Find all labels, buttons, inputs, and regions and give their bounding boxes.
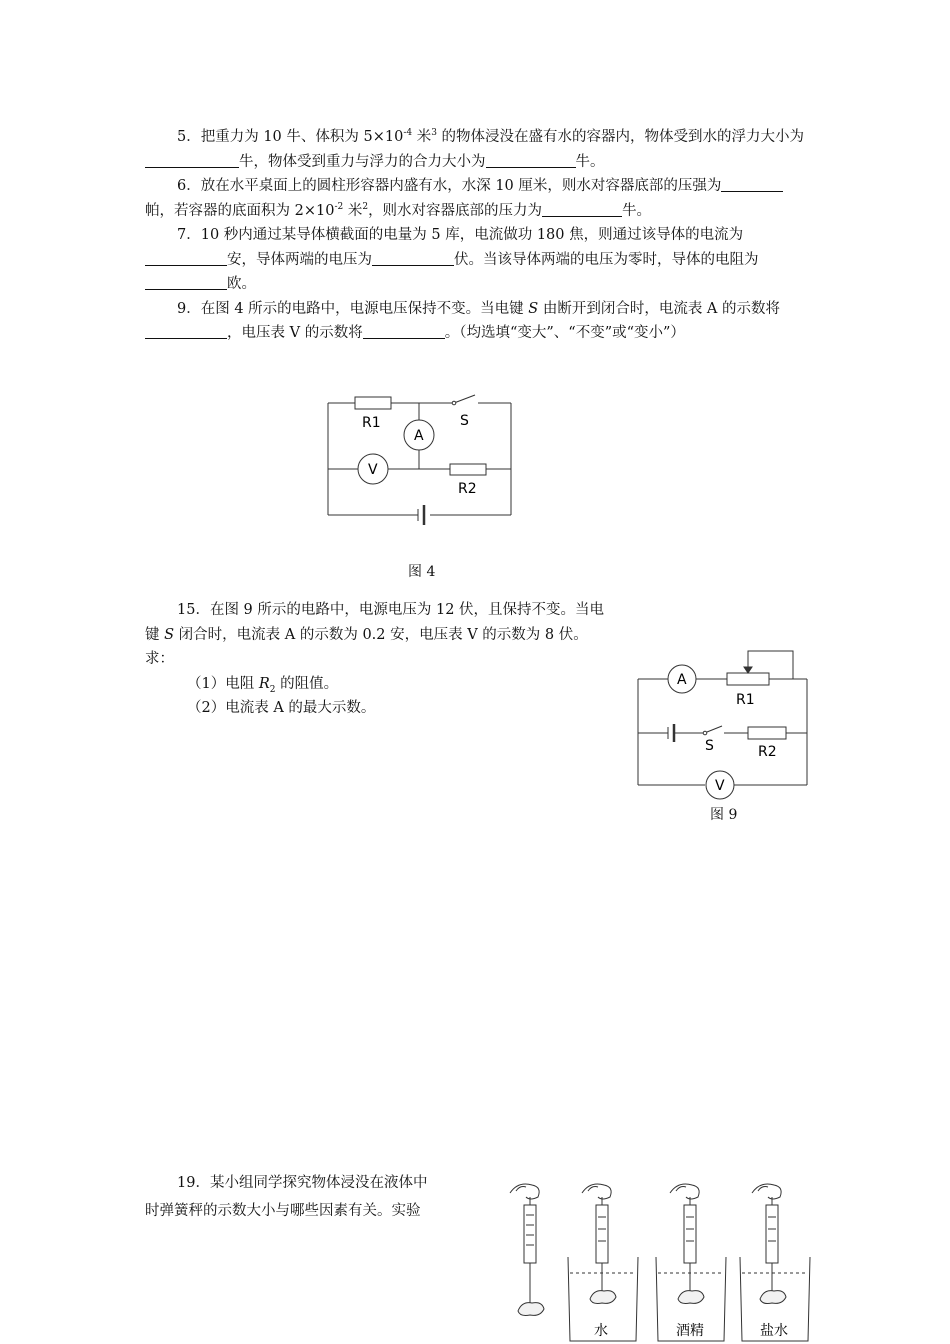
object-2 xyxy=(590,1291,616,1304)
hand-icon xyxy=(752,1184,781,1199)
resistor-r2 xyxy=(450,464,486,475)
question-15: 15．在图 9 所示的电路中，电源电压为 12 伏，且保持不变。当电键 S 闭合时，电流表 A 的示数为 0.2 安，电压表 V 的示数为 8 伏。求： （1）电阻 $R_2$ 的阻值。 （2）电流表 A 的最大示数。 xyxy=(145,598,615,721)
label-s: S xyxy=(705,738,714,754)
answer-blank[interactable] xyxy=(721,177,783,192)
spring-balance-3 xyxy=(684,1205,696,1263)
figure-19-experiment xyxy=(490,1175,820,1344)
question-19: 19．某小组同学探究物体浸没在液体中 时弹簧秤的示数大小与哪些因素有关。实验 xyxy=(145,1175,428,1219)
label-a: A xyxy=(414,428,424,444)
label-v: V xyxy=(368,462,378,478)
label-r1: R1 xyxy=(736,692,755,708)
question-7: 7．10 秒内通过某导体横截面的电量为 5 库，电流做功 180 焦，则通过该导体的电流为安，导体两端的电压为 伏。当该导体两端的电压为零时，导体的电阻为欧。 xyxy=(145,223,807,297)
label-v: V xyxy=(715,778,725,794)
label-r2: R2 xyxy=(758,744,777,760)
question-15-item-1: （1）电阻 $R_2$ 的阻值。 xyxy=(187,675,339,695)
answer-blank[interactable] xyxy=(145,251,227,266)
question-5: 5．把重力为 10 牛、体积为 $5\times 10^{-4}$ 米$^3$ 的物体浸没在盛有水的容器内，物体受到水的浮力大小为牛，物体受到重力与浮力的合力大小为 牛。 xyxy=(145,125,807,174)
spring-balance-4 xyxy=(766,1205,778,1263)
spring-balance-2 xyxy=(596,1205,608,1263)
answer-blank[interactable] xyxy=(145,324,227,339)
question-6: 6．放在水平桌面上的圆柱形容器内盛有水，水深 10 厘米，则水对容器底部的压强为帕，若容器的底面积为 $2\times 10^{-2}$ 米$^2$，则水对容器底部的压力为 牛。 xyxy=(145,174,807,223)
label-a: A xyxy=(677,672,687,688)
answer-blank[interactable] xyxy=(363,324,445,339)
answer-blank[interactable] xyxy=(486,153,576,168)
label-alcohol: 酒精 xyxy=(676,1323,704,1339)
resistor-r2 xyxy=(748,727,786,739)
label-s: S xyxy=(460,413,469,429)
spring-balance-1 xyxy=(524,1205,536,1263)
object-1 xyxy=(518,1303,544,1316)
figure-9-circuit xyxy=(630,645,815,800)
hand-icon xyxy=(582,1184,611,1199)
resistor-r1 xyxy=(355,397,391,409)
figure-4-circuit xyxy=(320,385,520,535)
label-r2: R2 xyxy=(458,481,477,497)
object-4 xyxy=(760,1291,786,1304)
label-water: 水 xyxy=(594,1323,608,1339)
answer-blank[interactable] xyxy=(372,251,454,266)
answer-blank[interactable] xyxy=(145,275,227,290)
answer-blank[interactable] xyxy=(542,202,622,217)
label-saltwater: 盐水 xyxy=(760,1323,788,1339)
label-r1: R1 xyxy=(362,415,381,431)
hand-icon xyxy=(670,1184,699,1199)
object-3 xyxy=(678,1291,704,1304)
question-15-item-2: （2）电流表 A 的最大示数。 xyxy=(187,700,376,716)
figure-9-caption: 图 9 xyxy=(710,807,738,823)
question-9: 9．在图 4 所示的电路中，电源电压保持不变。当电键 S 由断开到闭合时，电流表 A 的示数将，电压表 V 的示数将 。（均选填“变大”、“不变”或“变小”） xyxy=(145,297,807,346)
figure-4-caption: 图 4 xyxy=(408,564,436,580)
hand-icon xyxy=(510,1184,539,1199)
questions-block xyxy=(145,125,807,346)
rheostat-r1 xyxy=(727,673,769,685)
answer-blank[interactable] xyxy=(145,153,239,168)
